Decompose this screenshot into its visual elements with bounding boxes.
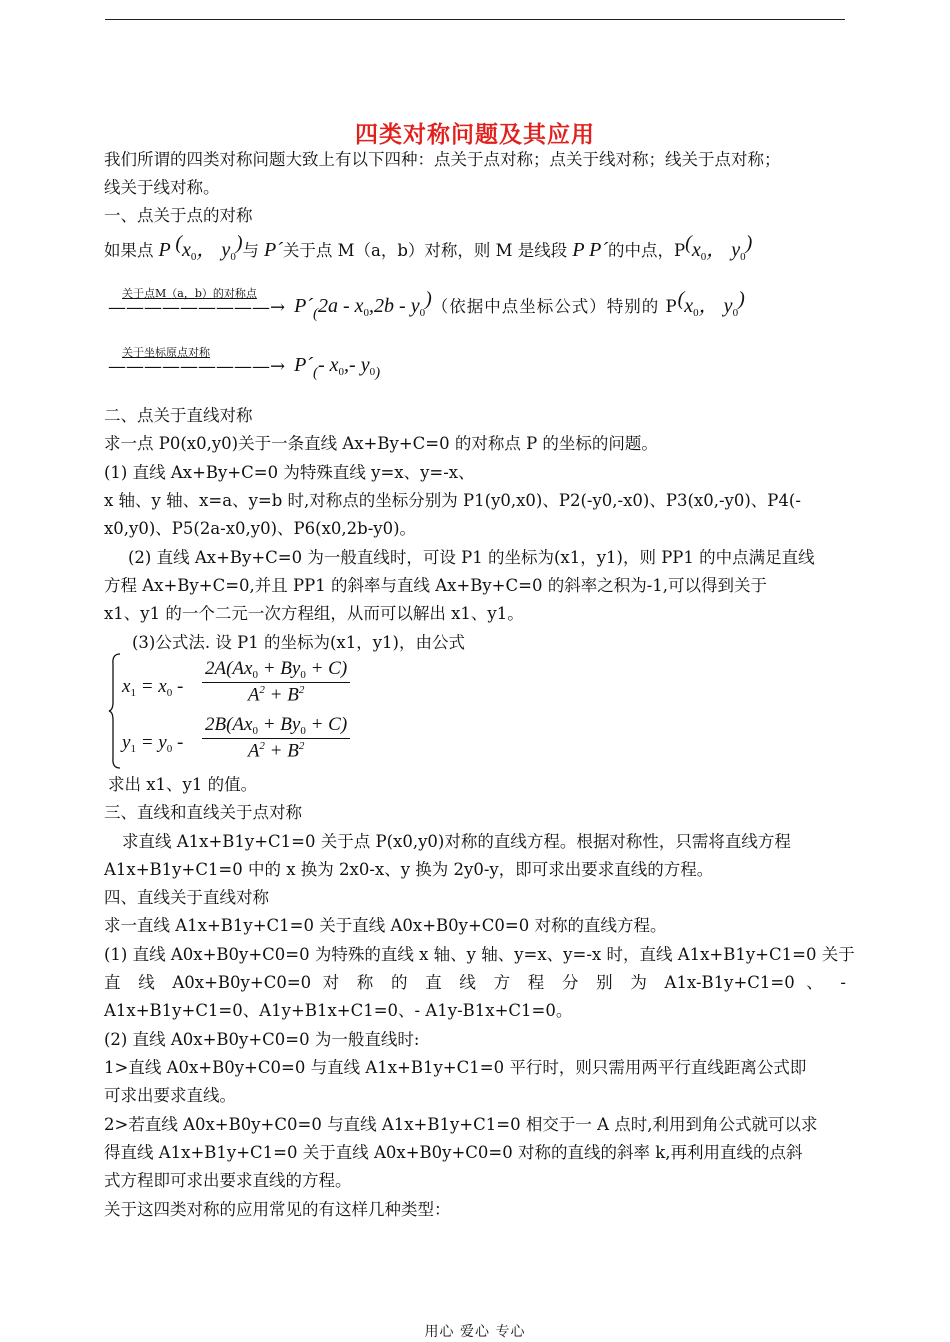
mapping-arrow-1: 关于点M（a，b）的对称点 —————————→ [108,298,285,318]
closing-line: 关于这四类对称的应用常见的有这样几种类型： [104,1200,451,1219]
math-origin-image: $P´_(-$ $x_0,-$ $y_{0)}$ [289,354,381,381]
section-1-mapping-2 [104,345,381,382]
header-rule [105,19,845,20]
math-segment-pp: P P´ [567,239,609,261]
sec2-paragraph-1: 求一点 P0(x0,y0)关于一条直线 Ax+By+C=0 的对称点 P 的坐标的问题。 [104,434,658,453]
sec3-paragraph-2: A1x+B1y+C1=0 中的 x 换为 2x0-x、y 换为 2y0-y，即可求出要求直线的方程。 [104,860,714,879]
section-3-heading: 三、直线和直线关于点对称 [104,803,302,822]
formula-x1-fraction: $\frac{2A(Ax_0 + By_0 + C)}{A^2 + B^2}$ [202,658,350,706]
sec4-paragraph-3: 直 线 A0x+B0y+C0=0 对 称 的 直 线 方 程 分 别 为 A1x-B1y+C1=0 、 - [104,973,846,992]
intro-line-2: 线关于线对称。 [104,178,220,197]
math-point-coords-2: ($x_0$， $y_0$) [677,288,745,319]
sec4-paragraph-10: 式方程即可求出要求直线的方程。 [104,1171,352,1190]
sec4-paragraph-4: A1x+B1y+C1=0、A1y+B1x+C1=0、- A1y-B1x+C1=0。 [104,1001,573,1020]
arrow-2-label: 关于坐标原点对称 [122,345,210,359]
math-point-p: P ($x_0$， $y_0$) [153,232,243,263]
formula-y1-fraction: $\frac{2B(Ax_0 + By_0 + C)}{A^2 + B^2}$ [202,714,350,762]
section-1-heading: 一、点关于点的对称 [104,206,253,225]
formula-y1-lhs: $y_1 = y_0$ - [122,732,184,755]
sec2-paragraph-9: 求出 x1、y1 的值。 [108,775,258,794]
arrow-1-label: 关于点M（a，b）的对称点 [122,286,257,300]
left-brace [108,652,122,770]
document-title: 四类对称问题及其应用 [355,122,595,148]
mapping-arrow-2: 关于坐标原点对称 —————————→ [108,357,285,377]
sec1-text-a: 如果点 [104,241,154,260]
sec4-paragraph-2: (1) 直线 A0x+B0y+C0=0 为特殊的直线 x 轴、y 轴、y=x、y=-x 时，直线 A1x+B1y+C1=0 关于 [104,945,855,964]
sec2-paragraph-5: (2) 直线 Ax+By+C=0 为一般直线时，可设 P1 的坐标为(x1，y1)，则 PP1 的中点满足直线 [128,548,815,567]
sec1-text-b: 与 [242,241,259,260]
sec2-paragraph-2: (1) 直线 Ax+By+C=0 为特殊直线 y=x、y=-x、 [104,463,475,482]
sec4-paragraph-1: 求一直线 A1x+B1y+C1=0 关于直线 A0x+B0y+C0=0 对称的直线方程。 [104,916,667,935]
intro-line-1: 我们所谓的四类对称问题大致上有以下四种：点关于点对称；点关于线对称；线关于点对称； [104,150,781,169]
sec4-paragraph-5: (2) 直线 A0x+B0y+C0=0 为一般直线时: [104,1030,420,1049]
sec4-paragraph-8: 2>若直线 A0x+B0y+C0=0 与直线 A1x+B1y+C1=0 相交于一 A 点时,利用到角公式就可以求 [104,1115,818,1134]
sec2-paragraph-6: 方程 Ax+By+C=0,并且 PP1 的斜率与直线 Ax+By+C=0 的斜率之积为-1,可以得到关于 [104,576,768,595]
symmetric-point-formula [108,652,408,770]
section-1-mapping-1 [104,286,745,323]
sec2-paragraph-7: x1、y1 的一个二元一次方程组，从而可以解出 x1、y1。 [104,604,524,623]
section-2-heading: 二、点关于直线对称 [104,406,253,425]
math-point-p-prime: P´ [258,239,283,261]
sec4-paragraph-9: 得直线 A1x+B1y+C1=0 关于直线 A0x+B0y+C0=0 对称的直线的斜率 k,再利用直线的点斜 [104,1143,803,1162]
section-4-heading: 四、直线关于直线对称 [104,888,269,907]
sec4-paragraph-7: 可求出要求直线。 [104,1086,236,1105]
sec4-paragraph-6: 1>直线 A0x+B0y+C0=0 与直线 A1x+B1y+C1=0 平行时，则只需用两平行直线距离公式即 [104,1058,807,1077]
formula-x1-lhs: $x_1 = x_0$ - [122,676,184,699]
sec1-text-c: 关于点 M（a，b）对称，则 M 是线段 [282,241,568,260]
page-footer: 用心 爱心 专心 [424,1324,526,1340]
arrow-1-text: （依据中点坐标公式）特别的 P [431,297,678,316]
sec2-paragraph-8: (3)公式法. 设 P1 的坐标为(x1，y1)，由公式 [132,633,465,652]
sec2-paragraph-3: x 轴、y 轴、x=a、y=b 时,对称点的坐标分别为 P1(y0,x0)、P2(-y0,-x0)、P3(x0,-y0)、P4(- [104,491,801,510]
sec2-paragraph-4: x0,y0)、P5(2a-x0,y0)、P6(x0,2b-y0)。 [104,519,417,538]
sec3-paragraph-1: 求直线 A1x+B1y+C1=0 关于点 P(x0,y0)对称的直线方程。根据对称性，只需将直线方程 [122,832,791,851]
section-1-statement [104,232,753,267]
math-point-coords: ($x_0$， $y_0$) [685,232,753,263]
sec1-text-d: 的中点，P [608,241,686,260]
math-image-point: $P´_(2a - x_0,2b - y_0$) [289,288,432,322]
